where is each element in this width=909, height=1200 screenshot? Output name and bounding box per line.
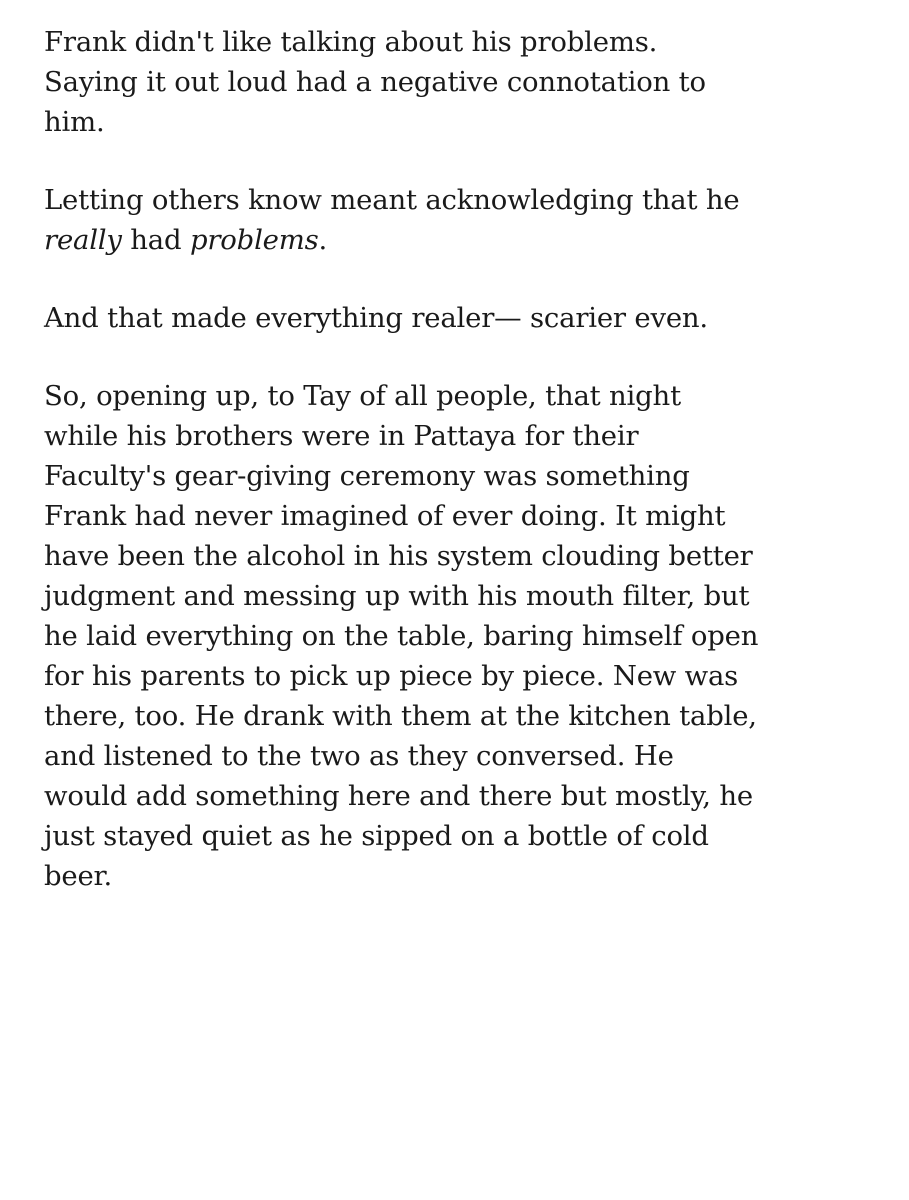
paragraph-spacer xyxy=(44,338,904,376)
paragraph-4 xyxy=(44,376,904,896)
text-line: Frank had never imagined of ever doing. It might xyxy=(44,500,726,532)
text-line: there, too. He drank with them at the kitchen table, xyxy=(44,700,757,732)
paragraph-spacer xyxy=(44,260,904,298)
text-line: just stayed quiet as he sipped on a bottle of cold xyxy=(44,820,709,852)
text-line: him. xyxy=(44,106,105,138)
text-line: have been the alcohol in his system clouding better xyxy=(44,540,753,572)
paragraph-3 xyxy=(44,298,904,338)
text-line: Saying it out loud had a negative connotation to xyxy=(44,66,706,98)
paragraph-spacer xyxy=(44,142,904,180)
text-line: he laid everything on the table, baring himself open xyxy=(44,620,759,652)
paragraph-2 xyxy=(44,180,904,260)
text-line: for his parents to pick up piece by piece. New was xyxy=(44,660,739,692)
paragraph-1 xyxy=(44,22,904,142)
emphasis-really: really xyxy=(44,224,122,256)
emphasis-problems: problems xyxy=(189,224,319,256)
text-line: judgment and messing up with his mouth filter, but xyxy=(44,580,750,612)
text-line: beer. xyxy=(44,860,113,892)
text-line xyxy=(44,220,904,260)
article-body xyxy=(44,22,904,896)
text-line: So, opening up, to Tay of all people, that night xyxy=(44,380,681,412)
text-fragment: . xyxy=(318,224,328,256)
text-line: Letting others know meant acknowledging that he xyxy=(44,184,740,216)
text-line: would add something here and there but mostly, he xyxy=(44,780,753,812)
text-fragment: had xyxy=(121,224,190,256)
text-line: Faculty's gear-giving ceremony was something xyxy=(44,460,690,492)
text-line: And that made everything realer— scarier even. xyxy=(44,302,708,334)
text-line: Frank didn't like talking about his problems. xyxy=(44,26,658,58)
text-line: and listened to the two as they conversed. He xyxy=(44,740,674,772)
text-line: while his brothers were in Pattaya for their xyxy=(44,420,639,452)
